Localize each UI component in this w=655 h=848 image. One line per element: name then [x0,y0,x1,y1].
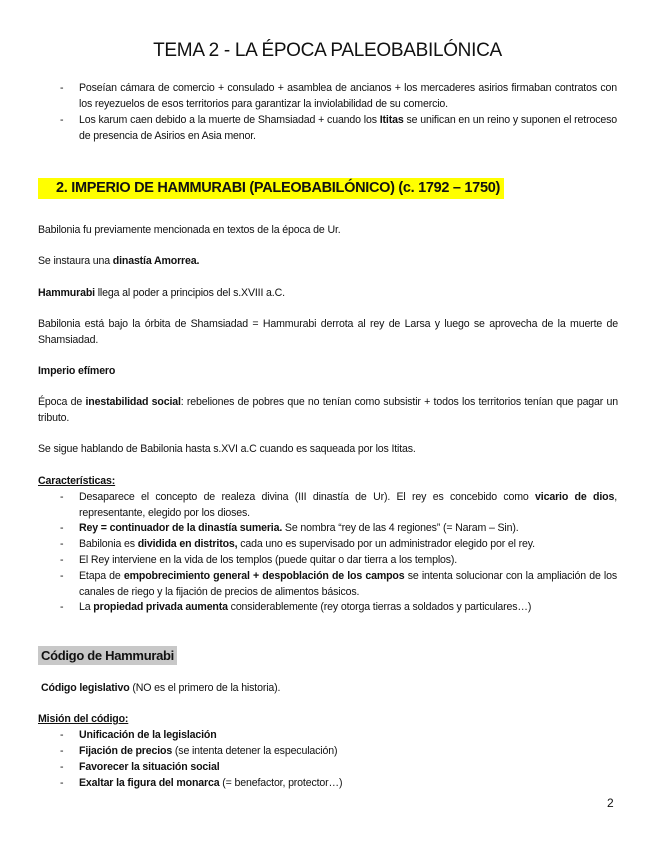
mision-heading: Misión del código: [38,713,129,725]
bullet-marker: - [60,522,64,534]
mision-bullet-4: Exaltar la figura del monarca (= benefactor, protector…) [79,777,343,789]
paragraph-imperio-efimero: Imperio efímero [38,365,116,377]
codigo-line: Código legislativo (NO es el primero de la historia). [41,682,281,694]
paragraph-dinastia: Se instaura una dinastía Amorrea. [38,255,200,267]
page-number: 2 [607,796,614,810]
mision-bullet-2: Fijación de precios (se intenta detener la especulación) [79,745,338,757]
page-title: TEMA 2 - LA ÉPOCA PALEOBABILÓNICA [153,40,502,61]
bullet-marker: - [60,538,64,550]
bullet-marker: - [60,114,64,126]
caract-bullet-2: Rey = continuador de la dinastía sumeria. Se nombra “rey de las 4 regiones” (= Naram – Sin). [79,522,519,534]
bullet-marker: - [60,491,64,503]
bullet-marker: - [60,601,64,613]
paragraph-hammurabi: Hammurabi llega al poder a principios del s.XVIII a.C. [38,287,285,299]
paragraph-shamsiadad: Babilonia está bajo la órbita de Shamsiadad = Hammurabi derrota al rey de Larsa y luego se aprovecha de la muerte de Shamsiadad. [38,318,618,346]
paragraph-babilonia: Babilonia fu previamente mencionada en textos de la época de Ur. [38,224,341,236]
bullet-marker: - [60,761,64,773]
mision-bullet-1: Unificación de la legislación [79,729,217,741]
intro-bullet-2: Los karum caen debido a la muerte de Shamsiadad + cuando los Ititas se unifican en un reino y suponen el retroceso de presencia de Asirios en Asia menor. [79,114,617,142]
bullet-marker: - [60,82,64,94]
paragraph-saqueo: Se sigue hablando de Babilonia hasta s.XVI a.C cuando es saqueada por los Ititas. [38,443,416,455]
caract-bullet-4: El Rey interviene en la vida de los templos (puede quitar o dar tierra a los templos). [79,554,458,566]
section-heading: 2. IMPERIO DE HAMMURABI (PALEOBABILÓNICO) (c. 1792 – 1750) [38,178,504,199]
codigo-heading: Código de Hammurabi [38,646,177,665]
mision-bullet-3: Favorecer la situación social [79,761,220,773]
caract-bullet-5: Etapa de empobrecimiento general + despoblación de los campos se intenta solucionar con la ampliación de los canales de riego y la fijación de precios de alimentos básicos. [79,570,618,598]
caracteristicas-heading: Características: [38,475,116,487]
intro-bullet-1: Poseían cámara de comercio + consulado + asamblea de ancianos + los mercaderes asirios firmaban contratos con los reyezuelos de esos territorios para garantizar la inviolabilidad de su comercio. [79,82,617,110]
paragraph-inestabilidad: Época de inestabilidad social: rebeliones de pobres que no tenían como subsistir + todos los territorios tenían que pagar un tributo. [38,396,619,424]
bullet-marker: - [60,745,64,757]
bullet-marker: - [60,554,64,566]
caract-bullet-6: La propiedad privada aumenta considerablemente (rey otorga tierras a soldados y particulares…) [79,601,532,613]
bullet-marker: - [60,729,64,741]
bullet-marker: - [60,777,64,789]
bullet-marker: - [60,570,64,582]
caract-bullet-3: Babilonia es dividida en distritos, cada uno es supervisado por un administrador elegido por el rey. [79,538,535,550]
caract-bullet-1: Desaparece el concepto de realeza divina (III dinastía de Ur). El rey es concebido como vicario de dios, representante, elegido por los dioses. [79,491,617,519]
